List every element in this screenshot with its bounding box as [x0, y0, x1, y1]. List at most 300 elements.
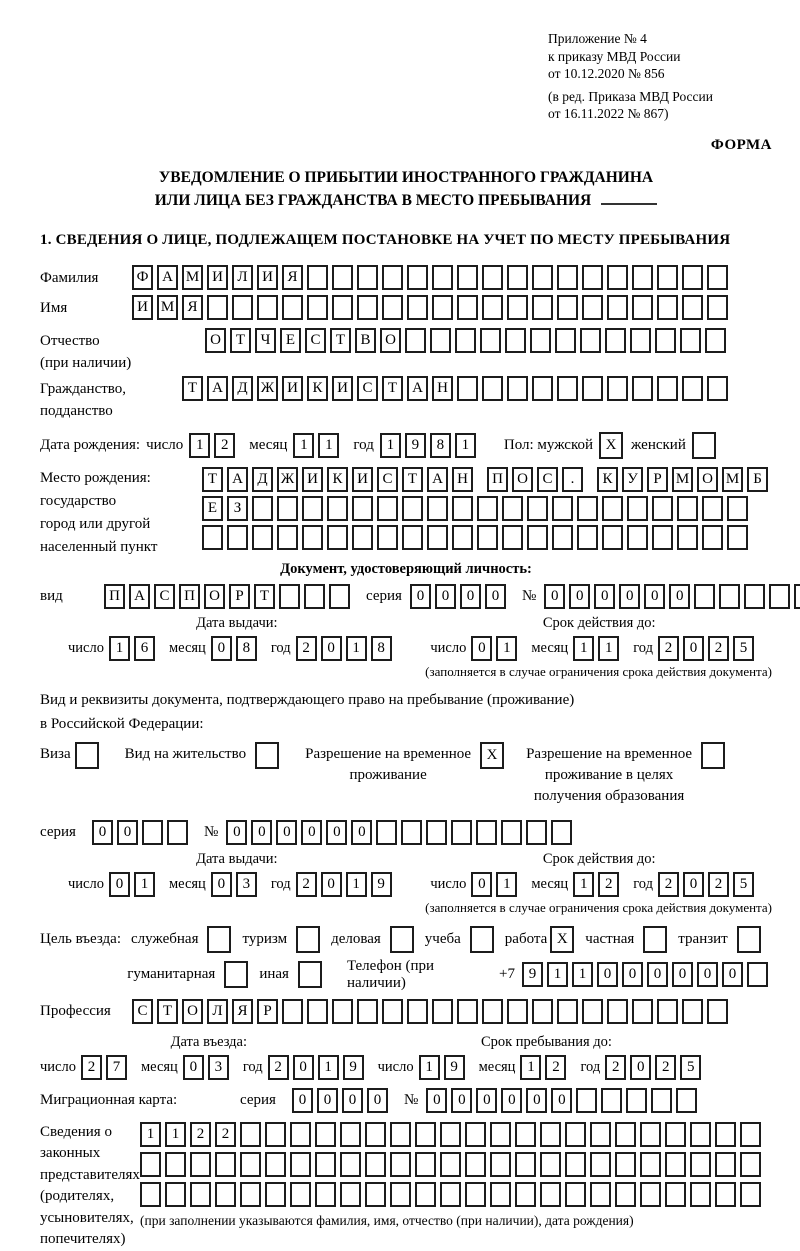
sex-male-checkbox[interactable]: X: [599, 432, 623, 459]
char-box[interactable]: [601, 1088, 622, 1113]
char-box[interactable]: [405, 328, 426, 353]
char-box[interactable]: [555, 328, 576, 353]
char-box[interactable]: Т: [254, 584, 275, 609]
char-box[interactable]: [277, 496, 298, 521]
char-box[interactable]: [551, 820, 572, 845]
char-box[interactable]: [507, 999, 528, 1024]
char-box[interactable]: 2: [81, 1055, 102, 1080]
char-box[interactable]: 0: [485, 584, 506, 609]
char-box[interactable]: [390, 1182, 411, 1207]
purpose-tourism-checkbox[interactable]: [296, 926, 320, 953]
char-box[interactable]: [307, 999, 328, 1024]
char-box[interactable]: [627, 496, 648, 521]
char-box[interactable]: [632, 295, 653, 320]
char-box[interactable]: О: [380, 328, 401, 353]
char-box[interactable]: [457, 999, 478, 1024]
char-box[interactable]: [607, 265, 628, 290]
char-box[interactable]: С: [377, 467, 398, 492]
char-box[interactable]: 1: [573, 872, 594, 897]
char-box[interactable]: [602, 525, 623, 550]
char-box[interactable]: 0: [117, 820, 138, 845]
char-box[interactable]: [382, 265, 403, 290]
char-box[interactable]: [665, 1182, 686, 1207]
char-box[interactable]: А: [407, 376, 428, 401]
char-box[interactable]: 1: [496, 872, 517, 897]
char-box[interactable]: [307, 265, 328, 290]
char-box[interactable]: [727, 525, 748, 550]
char-box[interactable]: [590, 1152, 611, 1177]
char-box[interactable]: [279, 584, 300, 609]
char-box[interactable]: [265, 1182, 286, 1207]
char-box[interactable]: [532, 999, 553, 1024]
char-box[interactable]: И: [302, 467, 323, 492]
visa-checkbox[interactable]: [75, 742, 99, 769]
char-box[interactable]: О: [182, 999, 203, 1024]
char-box[interactable]: Н: [452, 467, 473, 492]
char-box[interactable]: [602, 496, 623, 521]
char-box[interactable]: [257, 295, 278, 320]
char-box[interactable]: 1: [134, 872, 155, 897]
char-box[interactable]: [490, 1122, 511, 1147]
char-box[interactable]: [202, 525, 223, 550]
char-box[interactable]: Я: [282, 265, 303, 290]
char-box[interactable]: 5: [733, 872, 754, 897]
char-box[interactable]: 0: [597, 962, 618, 987]
char-box[interactable]: 9: [444, 1055, 465, 1080]
char-box[interactable]: [715, 1122, 736, 1147]
char-box[interactable]: .: [562, 467, 583, 492]
char-box[interactable]: [540, 1182, 561, 1207]
char-box[interactable]: [365, 1182, 386, 1207]
char-box[interactable]: 1: [419, 1055, 440, 1080]
char-box[interactable]: [605, 328, 626, 353]
char-box[interactable]: Ж: [257, 376, 278, 401]
char-box[interactable]: [252, 525, 273, 550]
char-box[interactable]: [165, 1152, 186, 1177]
char-box[interactable]: [582, 376, 603, 401]
char-box[interactable]: [565, 1122, 586, 1147]
char-box[interactable]: 0: [471, 636, 492, 661]
char-box[interactable]: Д: [252, 467, 273, 492]
char-box[interactable]: [626, 1088, 647, 1113]
char-box[interactable]: И: [207, 265, 228, 290]
char-box[interactable]: [682, 376, 703, 401]
char-box[interactable]: И: [282, 376, 303, 401]
char-box[interactable]: И: [257, 265, 278, 290]
char-box[interactable]: [465, 1122, 486, 1147]
char-box[interactable]: [640, 1122, 661, 1147]
char-box[interactable]: [142, 820, 163, 845]
char-box[interactable]: [632, 265, 653, 290]
char-box[interactable]: К: [327, 467, 348, 492]
char-box[interactable]: А: [157, 265, 178, 290]
char-box[interactable]: 0: [669, 584, 690, 609]
char-box[interactable]: [440, 1122, 461, 1147]
char-box[interactable]: [632, 376, 653, 401]
char-box[interactable]: [427, 496, 448, 521]
char-box[interactable]: 0: [410, 584, 431, 609]
char-box[interactable]: [482, 295, 503, 320]
char-box[interactable]: Ч: [255, 328, 276, 353]
char-box[interactable]: 1: [455, 433, 476, 458]
char-box[interactable]: [707, 265, 728, 290]
char-box[interactable]: [682, 295, 703, 320]
temp-residence-edu-checkbox[interactable]: [701, 742, 725, 769]
char-box[interactable]: Б: [747, 467, 768, 492]
char-box[interactable]: С: [537, 467, 558, 492]
char-box[interactable]: [676, 1088, 697, 1113]
char-box[interactable]: [432, 999, 453, 1024]
char-box[interactable]: 2: [215, 1122, 236, 1147]
char-box[interactable]: [615, 1152, 636, 1177]
char-box[interactable]: [465, 1182, 486, 1207]
char-box[interactable]: 1: [109, 636, 130, 661]
char-box[interactable]: [665, 1122, 686, 1147]
char-box[interactable]: [515, 1182, 536, 1207]
char-box[interactable]: О: [512, 467, 533, 492]
char-box[interactable]: А: [227, 467, 248, 492]
char-box[interactable]: [302, 525, 323, 550]
char-box[interactable]: 0: [183, 1055, 204, 1080]
char-box[interactable]: О: [205, 328, 226, 353]
char-box[interactable]: [715, 1182, 736, 1207]
char-box[interactable]: [377, 496, 398, 521]
char-box[interactable]: [390, 1122, 411, 1147]
char-box[interactable]: С: [154, 584, 175, 609]
char-box[interactable]: [352, 496, 373, 521]
char-box[interactable]: [682, 999, 703, 1024]
char-box[interactable]: [607, 295, 628, 320]
char-box[interactable]: [140, 1152, 161, 1177]
char-box[interactable]: 0: [619, 584, 640, 609]
char-box[interactable]: [432, 265, 453, 290]
char-box[interactable]: И: [352, 467, 373, 492]
char-box[interactable]: [740, 1182, 761, 1207]
char-box[interactable]: [590, 1182, 611, 1207]
char-box[interactable]: [655, 328, 676, 353]
char-box[interactable]: 2: [296, 872, 317, 897]
char-box[interactable]: [490, 1182, 511, 1207]
char-box[interactable]: И: [132, 295, 153, 320]
char-box[interactable]: 3: [208, 1055, 229, 1080]
char-box[interactable]: [557, 999, 578, 1024]
char-box[interactable]: Л: [232, 265, 253, 290]
char-box[interactable]: 2: [545, 1055, 566, 1080]
char-box[interactable]: 3: [236, 872, 257, 897]
char-box[interactable]: [452, 525, 473, 550]
char-box[interactable]: 8: [371, 636, 392, 661]
char-box[interactable]: [507, 295, 528, 320]
char-box[interactable]: [652, 525, 673, 550]
char-box[interactable]: 0: [476, 1088, 497, 1113]
char-box[interactable]: [440, 1182, 461, 1207]
char-box[interactable]: [505, 328, 526, 353]
char-box[interactable]: [627, 525, 648, 550]
char-box[interactable]: 0: [644, 584, 665, 609]
char-box[interactable]: П: [104, 584, 125, 609]
char-box[interactable]: [532, 376, 553, 401]
char-box[interactable]: [640, 1182, 661, 1207]
char-box[interactable]: [402, 525, 423, 550]
char-box[interactable]: М: [722, 467, 743, 492]
char-box[interactable]: 1: [520, 1055, 541, 1080]
char-box[interactable]: 0: [251, 820, 272, 845]
char-box[interactable]: [265, 1122, 286, 1147]
char-box[interactable]: З: [227, 496, 248, 521]
char-box[interactable]: 0: [301, 820, 322, 845]
char-box[interactable]: [719, 584, 740, 609]
char-box[interactable]: [402, 496, 423, 521]
char-box[interactable]: 1: [318, 1055, 339, 1080]
char-box[interactable]: [415, 1152, 436, 1177]
char-box[interactable]: [552, 525, 573, 550]
char-box[interactable]: [290, 1152, 311, 1177]
char-box[interactable]: 1: [293, 433, 314, 458]
char-box[interactable]: [607, 376, 628, 401]
char-box[interactable]: [282, 295, 303, 320]
char-box[interactable]: [552, 496, 573, 521]
char-box[interactable]: [440, 1152, 461, 1177]
char-box[interactable]: С: [357, 376, 378, 401]
char-box[interactable]: [557, 265, 578, 290]
char-box[interactable]: 0: [109, 872, 130, 897]
char-box[interactable]: 6: [134, 636, 155, 661]
char-box[interactable]: [580, 328, 601, 353]
char-box[interactable]: П: [179, 584, 200, 609]
char-box[interactable]: 0: [342, 1088, 363, 1113]
char-box[interactable]: [630, 328, 651, 353]
char-box[interactable]: [452, 496, 473, 521]
char-box[interactable]: [401, 820, 422, 845]
char-box[interactable]: [530, 328, 551, 353]
char-box[interactable]: [240, 1122, 261, 1147]
temp-residence-checkbox[interactable]: X: [480, 742, 504, 769]
char-box[interactable]: 0: [647, 962, 668, 987]
char-box[interactable]: [657, 265, 678, 290]
char-box[interactable]: 2: [605, 1055, 626, 1080]
char-box[interactable]: [582, 999, 603, 1024]
char-box[interactable]: [715, 1152, 736, 1177]
char-box[interactable]: [167, 820, 188, 845]
char-box[interactable]: [340, 1182, 361, 1207]
char-box[interactable]: [482, 376, 503, 401]
char-box[interactable]: М: [157, 295, 178, 320]
char-box[interactable]: 1: [547, 962, 568, 987]
char-box[interactable]: Р: [229, 584, 250, 609]
char-box[interactable]: 8: [430, 433, 451, 458]
char-box[interactable]: [415, 1122, 436, 1147]
char-box[interactable]: [527, 496, 548, 521]
char-box[interactable]: 1: [346, 636, 367, 661]
char-box[interactable]: 0: [326, 820, 347, 845]
char-box[interactable]: [769, 584, 790, 609]
char-box[interactable]: М: [672, 467, 693, 492]
char-box[interactable]: [477, 525, 498, 550]
purpose-private-checkbox[interactable]: [643, 926, 667, 953]
char-box[interactable]: 2: [708, 636, 729, 661]
char-box[interactable]: [327, 525, 348, 550]
char-box[interactable]: [232, 295, 253, 320]
char-box[interactable]: М: [182, 265, 203, 290]
char-box[interactable]: 9: [343, 1055, 364, 1080]
char-box[interactable]: К: [307, 376, 328, 401]
char-box[interactable]: Е: [280, 328, 301, 353]
char-box[interactable]: [190, 1182, 211, 1207]
char-box[interactable]: [652, 496, 673, 521]
char-box[interactable]: [632, 999, 653, 1024]
purpose-work-checkbox[interactable]: X: [550, 926, 574, 953]
char-box[interactable]: 0: [551, 1088, 572, 1113]
char-box[interactable]: 0: [630, 1055, 651, 1080]
char-box[interactable]: [576, 1088, 597, 1113]
char-box[interactable]: [365, 1122, 386, 1147]
char-box[interactable]: [340, 1122, 361, 1147]
char-box[interactable]: [357, 265, 378, 290]
char-box[interactable]: [540, 1122, 561, 1147]
char-box[interactable]: 0: [697, 962, 718, 987]
char-box[interactable]: Т: [230, 328, 251, 353]
char-box[interactable]: [677, 496, 698, 521]
char-box[interactable]: [140, 1182, 161, 1207]
char-box[interactable]: [252, 496, 273, 521]
char-box[interactable]: 0: [293, 1055, 314, 1080]
char-box[interactable]: [640, 1152, 661, 1177]
char-box[interactable]: 0: [367, 1088, 388, 1113]
char-box[interactable]: [502, 496, 523, 521]
char-box[interactable]: Ж: [277, 467, 298, 492]
char-box[interactable]: 1: [598, 636, 619, 661]
char-box[interactable]: [290, 1122, 311, 1147]
char-box[interactable]: [482, 265, 503, 290]
char-box[interactable]: Т: [382, 376, 403, 401]
char-box[interactable]: [315, 1152, 336, 1177]
char-box[interactable]: [377, 525, 398, 550]
char-box[interactable]: [382, 999, 403, 1024]
char-box[interactable]: Я: [232, 999, 253, 1024]
char-box[interactable]: [707, 376, 728, 401]
char-box[interactable]: 1: [318, 433, 339, 458]
char-box[interactable]: 0: [471, 872, 492, 897]
char-box[interactable]: [332, 999, 353, 1024]
residence-permit-checkbox[interactable]: [255, 742, 279, 769]
char-box[interactable]: [227, 525, 248, 550]
char-box[interactable]: [702, 496, 723, 521]
char-box[interactable]: [480, 328, 501, 353]
char-box[interactable]: [465, 1152, 486, 1177]
char-box[interactable]: 0: [317, 1088, 338, 1113]
char-box[interactable]: 0: [622, 962, 643, 987]
char-box[interactable]: [515, 1152, 536, 1177]
char-box[interactable]: [430, 328, 451, 353]
char-box[interactable]: С: [305, 328, 326, 353]
char-box[interactable]: [677, 525, 698, 550]
sex-female-checkbox[interactable]: [692, 432, 716, 459]
char-box[interactable]: 2: [658, 872, 679, 897]
char-box[interactable]: 1: [189, 433, 210, 458]
char-box[interactable]: [407, 295, 428, 320]
char-box[interactable]: [332, 295, 353, 320]
char-box[interactable]: 1: [165, 1122, 186, 1147]
char-box[interactable]: Л: [207, 999, 228, 1024]
char-box[interactable]: 5: [680, 1055, 701, 1080]
char-box[interactable]: [557, 376, 578, 401]
char-box[interactable]: 0: [435, 584, 456, 609]
char-box[interactable]: 2: [190, 1122, 211, 1147]
char-box[interactable]: О: [697, 467, 718, 492]
char-box[interactable]: [507, 265, 528, 290]
char-box[interactable]: [265, 1152, 286, 1177]
char-box[interactable]: [582, 295, 603, 320]
char-box[interactable]: [482, 999, 503, 1024]
char-box[interactable]: [432, 295, 453, 320]
char-box[interactable]: Т: [157, 999, 178, 1024]
char-box[interactable]: 2: [598, 872, 619, 897]
char-box[interactable]: 1: [573, 636, 594, 661]
char-box[interactable]: Д: [232, 376, 253, 401]
char-box[interactable]: [457, 265, 478, 290]
char-box[interactable]: 0: [92, 820, 113, 845]
char-box[interactable]: [590, 1122, 611, 1147]
char-box[interactable]: 0: [321, 872, 342, 897]
char-box[interactable]: [315, 1122, 336, 1147]
char-box[interactable]: [565, 1152, 586, 1177]
char-box[interactable]: 0: [544, 584, 565, 609]
char-box[interactable]: [352, 525, 373, 550]
purpose-humanitarian-checkbox[interactable]: [224, 961, 248, 988]
char-box[interactable]: 0: [351, 820, 372, 845]
char-box[interactable]: [365, 1152, 386, 1177]
char-box[interactable]: [582, 265, 603, 290]
char-box[interactable]: 0: [526, 1088, 547, 1113]
char-box[interactable]: [407, 265, 428, 290]
char-box[interactable]: 0: [594, 584, 615, 609]
char-box[interactable]: Я: [182, 295, 203, 320]
char-box[interactable]: А: [427, 467, 448, 492]
char-box[interactable]: [657, 376, 678, 401]
char-box[interactable]: [215, 1152, 236, 1177]
char-box[interactable]: [165, 1182, 186, 1207]
char-box[interactable]: 0: [460, 584, 481, 609]
char-box[interactable]: [507, 376, 528, 401]
char-box[interactable]: [426, 820, 447, 845]
char-box[interactable]: [376, 820, 397, 845]
char-box[interactable]: [682, 265, 703, 290]
char-box[interactable]: И: [332, 376, 353, 401]
char-box[interactable]: 0: [211, 872, 232, 897]
char-box[interactable]: 9: [522, 962, 543, 987]
char-box[interactable]: [302, 496, 323, 521]
char-box[interactable]: [515, 1122, 536, 1147]
char-box[interactable]: [190, 1152, 211, 1177]
char-box[interactable]: 0: [226, 820, 247, 845]
char-box[interactable]: [327, 496, 348, 521]
char-box[interactable]: У: [622, 467, 643, 492]
char-box[interactable]: 1: [346, 872, 367, 897]
char-box[interactable]: [215, 1182, 236, 1207]
char-box[interactable]: [707, 295, 728, 320]
char-box[interactable]: Ф: [132, 265, 153, 290]
char-box[interactable]: Н: [432, 376, 453, 401]
char-box[interactable]: 0: [451, 1088, 472, 1113]
char-box[interactable]: 1: [496, 636, 517, 661]
char-box[interactable]: [332, 265, 353, 290]
char-box[interactable]: [304, 584, 325, 609]
char-box[interactable]: В: [355, 328, 376, 353]
char-box[interactable]: [415, 1182, 436, 1207]
char-box[interactable]: [657, 999, 678, 1024]
char-box[interactable]: 0: [683, 872, 704, 897]
char-box[interactable]: [207, 295, 228, 320]
